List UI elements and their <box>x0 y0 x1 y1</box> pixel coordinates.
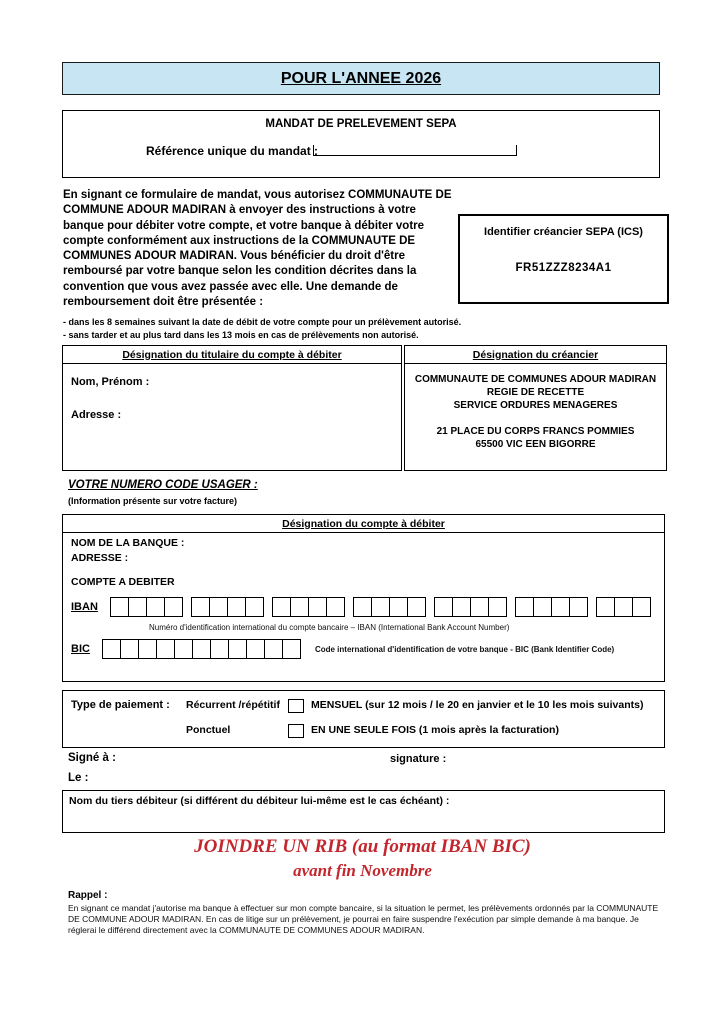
iban-cell[interactable] <box>110 597 129 617</box>
iban-cell[interactable] <box>434 597 453 617</box>
bic-cell[interactable] <box>192 639 211 659</box>
iban-cell[interactable] <box>533 597 552 617</box>
authorization-condition-2: - sans tarder et au plus tard dans les 13 mois en cas de prélèvements non autorisé. <box>63 330 419 341</box>
payment-option-recurrent-label: Récurrent /répétitif <box>186 699 280 711</box>
bank-name-label: NOM DE LA BANQUE : <box>71 537 185 549</box>
year-banner-title: POUR L'ANNEE 2026 <box>280 69 442 87</box>
account-debit-label: COMPTE A DEBITER <box>71 576 175 588</box>
creditor-line: REGIE DE RECETTE <box>486 387 585 398</box>
rib-note <box>0 835 725 883</box>
bic-cell[interactable] <box>264 639 283 659</box>
ics-value: FR51ZZZ8234A1 <box>515 262 612 274</box>
creditor-line: 21 PLACE DU CORPS FRANCS POMMIES <box>436 426 635 437</box>
bic-cell[interactable] <box>210 639 229 659</box>
iban-cell[interactable] <box>470 597 489 617</box>
iban-cell[interactable] <box>596 597 615 617</box>
account-box-header: Désignation du compte à débiter <box>63 515 664 533</box>
bic-cell[interactable] <box>282 639 301 659</box>
payment-type-label: Type de paiement : <box>71 699 170 711</box>
creditor-address-block <box>405 373 666 451</box>
debtor-box <box>62 345 402 471</box>
bic-boxes <box>102 639 301 659</box>
creditor-line-spacer <box>405 412 666 425</box>
signature-label: signature : <box>390 753 447 765</box>
payment-option-recurrent-description: MENSUEL (sur 12 mois / le 20 en janvier et le 10 les mois suivants) <box>311 699 644 711</box>
code-usager-note: (Information présente sur votre facture) <box>68 496 238 506</box>
mandate-title: MANDAT DE PRELEVEMENT SEPA <box>265 118 457 130</box>
ics-box <box>458 214 669 304</box>
iban-cell[interactable] <box>569 597 588 617</box>
creditor-box <box>404 345 667 471</box>
iban-cell[interactable] <box>191 597 210 617</box>
bic-cell[interactable] <box>156 639 175 659</box>
creditor-line: SERVICE ORDURES MENAGERES <box>453 400 618 411</box>
iban-cell[interactable] <box>353 597 372 617</box>
iban-cell[interactable] <box>632 597 651 617</box>
rappel-title: Rappel : <box>68 890 108 901</box>
iban-cell[interactable] <box>371 597 390 617</box>
iban-group <box>596 597 651 617</box>
bic-cell[interactable] <box>246 639 265 659</box>
debtor-name-label: Nom, Prénom : <box>71 376 150 388</box>
ics-label: Identifier créancier SEPA (ICS) <box>484 226 643 238</box>
iban-boxes <box>110 597 659 617</box>
creditor-box-header: Désignation du créancier <box>405 346 666 364</box>
iban-cell[interactable] <box>290 597 309 617</box>
creditor-line: COMMUNAUTE DE COMMUNES ADOUR MADIRAN <box>414 374 657 385</box>
iban-cell[interactable] <box>488 597 507 617</box>
iban-group <box>353 597 426 617</box>
iban-group <box>191 597 264 617</box>
rappel-text: En signant ce mandat j'autorise ma banque à effectuer sur mon compte bancaire, si la situation le permet, les prélèvements ordonnés par la COMMUNAUTE DE COMMUNE ADOUR MADIRAN. En cas de litige sur un prélèvement, je pourrai en faire suspendre l'exécution par simple demande à ma banque. Je réglerai le différend directement avec la COMMUNAUTE DE COMMUNES ADOUR MADIRAN. <box>68 903 659 936</box>
iban-cell[interactable] <box>326 597 345 617</box>
bic-cell[interactable] <box>138 639 157 659</box>
iban-cell[interactable] <box>551 597 570 617</box>
bic-cell[interactable] <box>120 639 139 659</box>
iban-cell[interactable] <box>308 597 327 617</box>
iban-cell[interactable] <box>452 597 471 617</box>
rib-note-line2: avant fin Novembre <box>293 861 432 880</box>
iban-group <box>272 597 345 617</box>
account-box <box>62 514 665 682</box>
iban-group <box>434 597 507 617</box>
mandate-title-box <box>62 110 660 178</box>
date-label: Le : <box>68 772 89 784</box>
iban-row <box>71 597 659 617</box>
mandate-reference-label: Référence unique du mandat : <box>146 144 319 158</box>
iban-cell[interactable] <box>128 597 147 617</box>
bic-cell[interactable] <box>102 639 121 659</box>
code-usager-label: VOTRE NUMERO CODE USAGER : <box>68 479 258 491</box>
iban-cell[interactable] <box>164 597 183 617</box>
iban-cell[interactable] <box>272 597 291 617</box>
third-party-label: Nom du tiers débiteur (si différent du débiteur lui-même est le cas échéant) : <box>69 795 450 807</box>
payment-option-ponctuel-label: Ponctuel <box>186 724 231 736</box>
bic-label: BIC <box>71 643 90 655</box>
iban-caption: Numéro d'identification international du compte bancaire – IBAN (International Bank Account Number) <box>149 623 510 632</box>
year-banner <box>62 62 660 95</box>
iban-cell[interactable] <box>146 597 165 617</box>
payment-option-ponctuel-description: EN UNE SEULE FOIS (1 mois après la facturation) <box>311 724 559 736</box>
iban-group <box>515 597 588 617</box>
debtor-box-header: Désignation du titulaire du compte à débiter <box>63 346 401 364</box>
authorization-conditions <box>63 316 483 342</box>
rib-note-line1: JOINDRE UN RIB (au format IBAN BIC) <box>194 836 531 857</box>
creditor-line: 65500 VIC EEN BIGORRE <box>475 439 596 450</box>
bic-cell[interactable] <box>174 639 193 659</box>
mandate-reference-field[interactable] <box>313 145 517 156</box>
bic-caption: Code international d'identification de votre banque - BIC (Bank Identifier Code) <box>314 644 615 654</box>
signed-at-label: Signé à : <box>68 752 116 764</box>
payment-type-box <box>62 690 665 748</box>
iban-cell[interactable] <box>209 597 228 617</box>
debtor-address-label: Adresse : <box>71 409 122 421</box>
iban-cell[interactable] <box>245 597 264 617</box>
authorization-paragraph: En signant ce formulaire de mandat, vous autorisez COMMUNAUTE DE COMMUNE ADOUR MADIRAN à envoyer des instructions à votre banque pour débiter votre compte, et votre banque à débiter votre compte conformément aux instructions de la COMMUNAUTE DE COMMUNES ADOUR MADIRAN. Vous bénéficier du droit d'être remboursé par votre banque selon les condition décrites dans la convention que vous avez passée avec elle. Une demande de remboursement doit être présentée : <box>63 189 452 308</box>
iban-cell[interactable] <box>389 597 408 617</box>
recurrent-checkbox[interactable] <box>288 699 304 713</box>
iban-cell[interactable] <box>515 597 534 617</box>
third-party-box <box>62 790 665 833</box>
bic-row <box>71 639 614 659</box>
iban-label: IBAN <box>71 601 98 613</box>
iban-cell[interactable] <box>407 597 426 617</box>
bic-cell[interactable] <box>228 639 247 659</box>
iban-cell[interactable] <box>227 597 246 617</box>
ponctuel-checkbox[interactable] <box>288 724 304 738</box>
iban-group <box>110 597 183 617</box>
authorization-condition-1: - dans les 8 semaines suivant la date de débit de votre compte pour un prélèvement autorisé. <box>63 317 462 327</box>
iban-cell[interactable] <box>614 597 633 617</box>
bank-address-label: ADRESSE : <box>71 552 129 564</box>
